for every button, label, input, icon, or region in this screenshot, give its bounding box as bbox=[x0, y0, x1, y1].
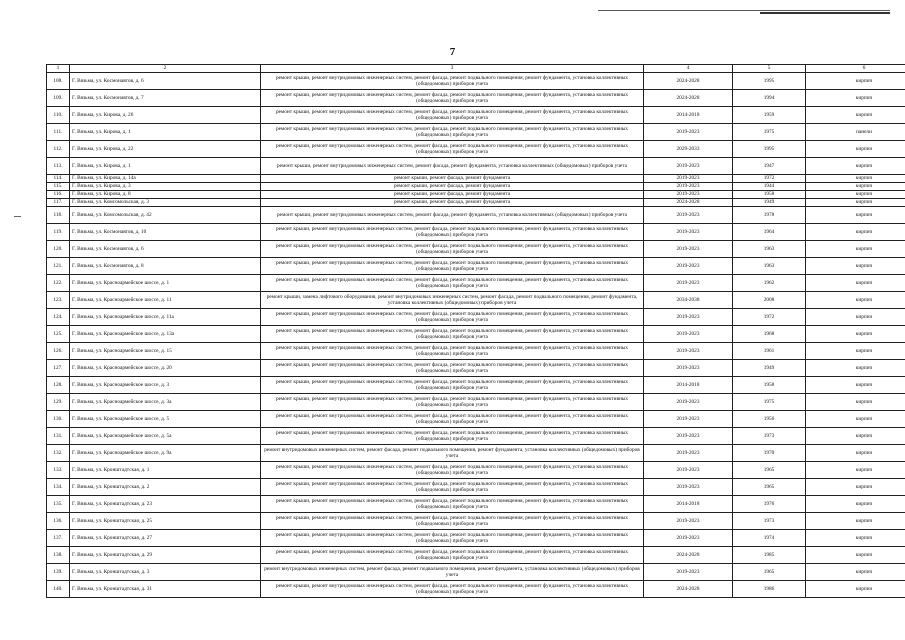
repair-period: 2024-2028 bbox=[644, 581, 733, 598]
repair-works: ремонт крыши, ремонт внутридомовых инженерных систем, ремонт фасада, ремонт фундамента, установка коллективных (общедомовых) приборов учета bbox=[261, 158, 644, 175]
repair-works: ремонт крыши, ремонт внутридомовых инженерных систем, ремонт фасада, ремонт подвального помещения, ремонт фундамента, установка коллективных (общедомовых) приборов учета bbox=[261, 377, 644, 394]
house-address: Г. Вязьма, ул. Красноармейское шоссе, д. 3а bbox=[70, 394, 261, 411]
construction-year: 1976 bbox=[733, 496, 806, 513]
construction-year: 1963 bbox=[733, 241, 806, 258]
table-row bbox=[47, 107, 905, 124]
wall-material: кирпич bbox=[806, 360, 905, 377]
repair-works: ремонт крыши, ремонт внутридомовых инженерных систем, ремонт фасада, ремонт подвального помещения, ремонт фундамента, установка коллективных (общедомовых) приборов учета bbox=[261, 141, 644, 158]
header-rule-thick bbox=[760, 12, 890, 14]
row-number: 135. bbox=[47, 496, 70, 513]
table-row bbox=[47, 309, 905, 326]
construction-year: 1985 bbox=[733, 547, 806, 564]
row-number: 108. bbox=[47, 73, 70, 90]
repair-works: ремонт крыши, ремонт внутридомовых инженерных систем, ремонт фасада, ремонт подвального помещения, ремонт фундамента, установка коллективных (общедомовых) приборов учета bbox=[261, 394, 644, 411]
wall-material: кирпич bbox=[806, 224, 905, 241]
repair-works: ремонт крыши, ремонт внутридомовых инженерных систем, ремонт фасада, ремонт подвального помещения, ремонт фундамента, установка коллективных (общедомовых) приборов учета bbox=[261, 241, 644, 258]
table-row bbox=[47, 241, 905, 258]
row-number: 127. bbox=[47, 360, 70, 377]
row-number: 112. bbox=[47, 141, 70, 158]
repair-period: 2019-2023 bbox=[644, 241, 733, 258]
construction-year: 1978 bbox=[733, 207, 806, 224]
repair-period: 2019-2023 bbox=[644, 309, 733, 326]
wall-material: панели bbox=[806, 124, 905, 141]
repair-period: 2019-2023 bbox=[644, 158, 733, 175]
wall-material: кирпич bbox=[806, 445, 905, 462]
table-row bbox=[47, 90, 905, 107]
wall-material: кирпич bbox=[806, 73, 905, 90]
column-number: 5 bbox=[733, 65, 806, 73]
table-row bbox=[47, 411, 905, 428]
header-rule bbox=[598, 10, 890, 11]
repair-period: 2019-2023 bbox=[644, 428, 733, 445]
row-number: 113. bbox=[47, 158, 70, 175]
repair-works: ремонт крыши, ремонт внутридомовых инженерных систем, ремонт фасада, ремонт фундамента, установка коллективных (общедомовых) приборов учета bbox=[261, 207, 644, 224]
house-address: Г. Вязьма, ул. Кирова, д. 22 bbox=[70, 141, 261, 158]
house-address: Г. Вязьма, ул. Космонавтов, д. 10 bbox=[70, 224, 261, 241]
construction-year: 1947 bbox=[733, 158, 806, 175]
repair-period: 2019-2023 bbox=[644, 175, 733, 183]
wall-material: кирпич bbox=[806, 564, 905, 581]
table-row bbox=[47, 428, 905, 445]
table-row bbox=[47, 377, 905, 394]
repair-period: 2024-2028 bbox=[644, 199, 733, 207]
repair-period: 2019-2023 bbox=[644, 183, 733, 191]
table-row bbox=[47, 394, 905, 411]
repair-works: ремонт крыши, ремонт внутридомовых инженерных систем, ремонт фасада, ремонт подвального помещения, ремонт фундамента, установка коллективных (общедомовых) приборов учета bbox=[261, 479, 644, 496]
repair-works: ремонт крыши, ремонт внутридомовых инженерных систем, ремонт фасада, ремонт подвального помещения, ремонт фундамента, установка коллективных (общедомовых) приборов учета bbox=[261, 547, 644, 564]
construction-year: 1970 bbox=[733, 445, 806, 462]
repair-works: ремонт крыши, ремонт фасада, ремонт фундамента bbox=[261, 199, 644, 207]
repair-works: ремонт крыши, ремонт фасада, ремонт фундамента bbox=[261, 175, 644, 183]
repair-period: 2034-2038 bbox=[644, 292, 733, 309]
repair-period: 2019-2023 bbox=[644, 394, 733, 411]
wall-material: кирпич bbox=[806, 275, 905, 292]
house-address: Г. Вязьма, ул. Кирова, д. 3 bbox=[70, 183, 261, 191]
construction-year: 1944 bbox=[733, 183, 806, 191]
construction-year: 1973 bbox=[733, 428, 806, 445]
construction-year: 2008 bbox=[733, 292, 806, 309]
house-address: Г. Вязьма, ул. Космонавтов, д. 7 bbox=[70, 90, 261, 107]
repair-works: ремонт крыши, ремонт внутридомовых инженерных систем, ремонт фасада, ремонт подвального помещения, ремонт фундамента, установка коллективных (общедомовых) приборов учета bbox=[261, 462, 644, 479]
construction-year: 1949 bbox=[733, 360, 806, 377]
wall-material: кирпич bbox=[806, 207, 905, 224]
table-row bbox=[47, 462, 905, 479]
row-number: 138. bbox=[47, 547, 70, 564]
repair-period: 2019-2023 bbox=[644, 124, 733, 141]
construction-year: 1959 bbox=[733, 107, 806, 124]
table-row bbox=[47, 224, 905, 241]
row-number: 114. bbox=[47, 175, 70, 183]
house-address: Г. Вязьма, ул. Космонавтов, д. 6 bbox=[70, 241, 261, 258]
table-row bbox=[47, 124, 905, 141]
repair-period: 2019-2023 bbox=[644, 275, 733, 292]
row-number: 140. bbox=[47, 581, 70, 598]
wall-material: кирпич bbox=[806, 394, 905, 411]
wall-material: кирпич bbox=[806, 309, 905, 326]
row-number: 119. bbox=[47, 224, 70, 241]
row-number: 125. bbox=[47, 326, 70, 343]
repair-period: 2029-2033 bbox=[644, 141, 733, 158]
repair-works: ремонт крыши, ремонт внутридомовых инженерных систем, ремонт фасада, ремонт подвального помещения, ремонт фундамента, установка коллективных (общедомовых) приборов учета bbox=[261, 326, 644, 343]
construction-year: 1961 bbox=[733, 343, 806, 360]
construction-year: 1949 bbox=[733, 199, 806, 207]
repair-period: 2019-2023 bbox=[644, 445, 733, 462]
table-row bbox=[47, 175, 905, 183]
row-number: 120. bbox=[47, 241, 70, 258]
row-number: 126. bbox=[47, 343, 70, 360]
repair-period: 2024-2028 bbox=[644, 73, 733, 90]
wall-material: кирпич bbox=[806, 530, 905, 547]
row-number: 117. bbox=[47, 199, 70, 207]
house-address: Г. Вязьма, ул. Кронштадтская, д. 23 bbox=[70, 496, 261, 513]
wall-material: кирпич bbox=[806, 292, 905, 309]
wall-material: кирпич bbox=[806, 581, 905, 598]
table-row bbox=[47, 564, 905, 581]
wall-material: кирпич bbox=[806, 199, 905, 207]
column-number: 3 bbox=[261, 65, 644, 73]
repair-period: 2019-2023 bbox=[644, 224, 733, 241]
row-number: 123. bbox=[47, 292, 70, 309]
house-address: Г. Вязьма, ул. Кронштадтская, д. 29 bbox=[70, 547, 261, 564]
wall-material: кирпич bbox=[806, 377, 905, 394]
construction-year: 1958 bbox=[733, 377, 806, 394]
house-address: Г. Вязьма, ул. Кирова, д. 8 bbox=[70, 191, 261, 199]
repair-period: 2019-2023 bbox=[644, 343, 733, 360]
row-number: 110. bbox=[47, 107, 70, 124]
column-number: 2 bbox=[70, 65, 261, 73]
house-address: Г. Вязьма, ул. Кронштадтская, д. 2 bbox=[70, 479, 261, 496]
column-number: 1 bbox=[47, 65, 70, 73]
wall-material: кирпич bbox=[806, 411, 905, 428]
construction-year: 1975 bbox=[733, 124, 806, 141]
repair-works: ремонт крыши, ремонт внутридомовых инженерных систем, ремонт фасада, ремонт подвального помещения, ремонт фундамента, установка коллективных (общедомовых) приборов учета bbox=[261, 275, 644, 292]
repair-works: ремонт крыши, ремонт внутридомовых инженерных систем, ремонт фасада, ремонт подвального помещения, ремонт фундамента, установка коллективных (общедомовых) приборов учета bbox=[261, 343, 644, 360]
house-address: Г. Вязьма, ул. Кирова, д. 26 bbox=[70, 107, 261, 124]
construction-year: 1968 bbox=[733, 326, 806, 343]
wall-material: кирпич bbox=[806, 158, 905, 175]
wall-material: кирпич bbox=[806, 547, 905, 564]
house-address: Г. Вязьма, ул. Красноармейское шоссе, д. 15 bbox=[70, 343, 261, 360]
construction-year: 1965 bbox=[733, 462, 806, 479]
construction-year: 1994 bbox=[733, 90, 806, 107]
construction-year: 1972 bbox=[733, 309, 806, 326]
table-row bbox=[47, 183, 905, 191]
wall-material: кирпич bbox=[806, 326, 905, 343]
repair-period: 2019-2023 bbox=[644, 191, 733, 199]
repair-period: 2019-2023 bbox=[644, 530, 733, 547]
repair-works: ремонт крыши, ремонт внутридомовых инженерных систем, ремонт фасада, ремонт подвального помещения, ремонт фундамента, установка коллективных (общедомовых) приборов учета bbox=[261, 411, 644, 428]
table-row bbox=[47, 581, 905, 598]
construction-year: 1974 bbox=[733, 530, 806, 547]
row-number: 128. bbox=[47, 377, 70, 394]
repair-works: ремонт крыши, ремонт внутридомовых инженерных систем, ремонт фасада, ремонт подвального помещения, ремонт фундамента, установка коллективных (общедомовых) приборов учета bbox=[261, 360, 644, 377]
house-address: Г. Вязьма, ул. Космонавтов, д. 8 bbox=[70, 258, 261, 275]
repair-works: ремонт крыши, замена лифтового оборудования, ремонт внутридомовых инженерных систем, ремонт фасада, ремонт подвального помещения, ремонт фундамента, установка коллективных (общедомовых) приборов учета bbox=[261, 292, 644, 309]
repair-period: 2019-2023 bbox=[644, 479, 733, 496]
construction-year: 1962 bbox=[733, 275, 806, 292]
repair-works: ремонт крыши, ремонт внутридомовых инженерных систем, ремонт фасада, ремонт подвального помещения, ремонт фундамента, установка коллективных (общедомовых) приборов учета bbox=[261, 124, 644, 141]
repair-period: 2014-2018 bbox=[644, 377, 733, 394]
table-row bbox=[47, 360, 905, 377]
house-address: Г. Вязьма, ул. Космонавтов, д. 6 bbox=[70, 73, 261, 90]
row-number: 131. bbox=[47, 428, 70, 445]
house-address: Г. Вязьма, ул. Красноармейское шоссе, д. 1 bbox=[70, 275, 261, 292]
wall-material: кирпич bbox=[806, 428, 905, 445]
house-address: Г. Вязьма, ул. Комсомольская, д. 42 bbox=[70, 207, 261, 224]
row-number: 130. bbox=[47, 411, 70, 428]
table-row bbox=[47, 530, 905, 547]
construction-year: 1956 bbox=[733, 411, 806, 428]
house-address: Г. Вязьма, ул. Красноармейское шоссе, д. 3 bbox=[70, 377, 261, 394]
row-number: 109. bbox=[47, 90, 70, 107]
repair-period: 2019-2023 bbox=[644, 564, 733, 581]
table-row bbox=[47, 73, 905, 90]
construction-year: 1958 bbox=[733, 191, 806, 199]
table-row bbox=[47, 479, 905, 496]
repair-period: 2014-2018 bbox=[644, 107, 733, 124]
repair-works: ремонт крыши, ремонт фасада, ремонт фундамента bbox=[261, 183, 644, 191]
column-number: 4 bbox=[644, 65, 733, 73]
table-row bbox=[47, 258, 905, 275]
page-number: 7 bbox=[449, 46, 456, 58]
row-number: 124. bbox=[47, 309, 70, 326]
wall-material: кирпич bbox=[806, 462, 905, 479]
repair-works: ремонт крыши, ремонт внутридомовых инженерных систем, ремонт фасада, ремонт подвального помещения, ремонт фундамента, установка коллективных (общедомовых) приборов учета bbox=[261, 309, 644, 326]
row-number: 137. bbox=[47, 530, 70, 547]
row-number: 121. bbox=[47, 258, 70, 275]
repair-works: ремонт внутридомовых инженерных систем, ремонт фасада, ремонт подвального помещения, ремонт фундамента, установка коллективных (общедомовых) приборов учета bbox=[261, 564, 644, 581]
wall-material: кирпич bbox=[806, 241, 905, 258]
wall-material: кирпич bbox=[806, 107, 905, 124]
house-address: Г. Вязьма, ул. Кирова, д. 14а bbox=[70, 175, 261, 183]
house-address: Г. Вязьма, ул. Красноармейское шоссе, д. 9а bbox=[70, 445, 261, 462]
house-address: Г. Вязьма, ул. Красноармейское шоссе, д. 11а bbox=[70, 309, 261, 326]
repair-works: ремонт крыши, ремонт внутридомовых инженерных систем, ремонт фасада, ремонт подвального помещения, ремонт фундамента, установка коллективных (общедомовых) приборов учета bbox=[261, 107, 644, 124]
row-number: 118. bbox=[47, 207, 70, 224]
row-number: 116. bbox=[47, 191, 70, 199]
repair-works: ремонт крыши, ремонт внутридомовых инженерных систем, ремонт фасада, ремонт подвального помещения, ремонт фундамента, установка коллективных (общедомовых) приборов учета bbox=[261, 581, 644, 598]
row-number: 133. bbox=[47, 462, 70, 479]
table-row bbox=[47, 326, 905, 343]
wall-material: кирпич bbox=[806, 479, 905, 496]
repair-period: 2014-2018 bbox=[644, 496, 733, 513]
construction-year: 1965 bbox=[733, 564, 806, 581]
construction-year: 1986 bbox=[733, 581, 806, 598]
repair-works: ремонт крыши, ремонт внутридомовых инженерных систем, ремонт фасада, ремонт подвального помещения, ремонт фундамента, установка коллективных (общедомовых) приборов учета bbox=[261, 513, 644, 530]
table-row bbox=[47, 191, 905, 199]
house-address: Г. Вязьма, ул. Красноармейское шоссе, д. 20 bbox=[70, 360, 261, 377]
construction-year: 1965 bbox=[733, 479, 806, 496]
construction-year: 1995 bbox=[733, 73, 806, 90]
repair-period: 2019-2023 bbox=[644, 258, 733, 275]
repair-works: ремонт крыши, ремонт внутридомовых инженерных систем, ремонт фасада, ремонт подвального помещения, ремонт фундамента, установка коллективных (общедомовых) приборов учета bbox=[261, 224, 644, 241]
row-number: 129. bbox=[47, 394, 70, 411]
house-address: Г. Вязьма, ул. Кронштадтская, д. 27 bbox=[70, 530, 261, 547]
column-number: 6 bbox=[806, 65, 905, 73]
house-address: Г. Вязьма, ул. Красноармейское шоссе, д. 11 bbox=[70, 292, 261, 309]
house-address: Г. Вязьма, ул. Кирова, д. 1 bbox=[70, 124, 261, 141]
table-row bbox=[47, 158, 905, 175]
construction-year: 1964 bbox=[733, 224, 806, 241]
row-number: 134. bbox=[47, 479, 70, 496]
construction-year: 1973 bbox=[733, 513, 806, 530]
table-row bbox=[47, 141, 905, 158]
table-row bbox=[47, 547, 905, 564]
row-number: 139. bbox=[47, 564, 70, 581]
construction-year: 1963 bbox=[733, 258, 806, 275]
table-row bbox=[47, 275, 905, 292]
repair-period: 2019-2023 bbox=[644, 326, 733, 343]
repair-works: ремонт крыши, ремонт внутридомовых инженерных систем, ремонт фасада, ремонт подвального помещения, ремонт фундамента, установка коллективных (общедомовых) приборов учета bbox=[261, 496, 644, 513]
table-row bbox=[47, 199, 905, 207]
row-number: 111. bbox=[47, 124, 70, 141]
repair-period: 2019-2023 bbox=[644, 207, 733, 224]
wall-material: кирпич bbox=[806, 141, 905, 158]
table-row bbox=[47, 207, 905, 224]
repair-period: 2019-2023 bbox=[644, 462, 733, 479]
construction-year: 1972 bbox=[733, 175, 806, 183]
row-number: 115. bbox=[47, 183, 70, 191]
repair-period: 2024-2028 bbox=[644, 90, 733, 107]
repair-period: 2019-2023 bbox=[644, 513, 733, 530]
house-address: Г. Вязьма, ул. Красноармейское шоссе, д. 13а bbox=[70, 326, 261, 343]
repair-works: ремонт крыши, ремонт внутридомовых инженерных систем, ремонт фасада, ремонт подвального помещения, ремонт фундамента, установка коллективных (общедомовых) приборов учета bbox=[261, 258, 644, 275]
repair-works: ремонт внутридомовых инженерных систем, ремонт фасада, ремонт подвального помещения, ремонт фундамента, установка коллективных (общедомовых) приборов учета bbox=[261, 445, 644, 462]
house-address: Г. Вязьма, ул. Кронштадтская, д. 25 bbox=[70, 513, 261, 530]
repair-works: ремонт крыши, ремонт внутридомовых инженерных систем, ремонт фасада, ремонт подвального помещения, ремонт фундамента, установка коллективных (общедомовых) приборов учета bbox=[261, 90, 644, 107]
repair-works: ремонт крыши, ремонт внутридомовых инженерных систем, ремонт фасада, ремонт подвального помещения, ремонт фундамента, установка коллективных (общедомовых) приборов учета bbox=[261, 428, 644, 445]
wall-material: кирпич bbox=[806, 191, 905, 199]
repair-works: ремонт крыши, ремонт фасада, ремонт фундамента bbox=[261, 191, 644, 199]
wall-material: кирпич bbox=[806, 90, 905, 107]
house-address: Г. Вязьма, ул. Красноармейское шоссе, д. 5 bbox=[70, 411, 261, 428]
house-address: Г. Вязьма, ул. Красноармейское шоссе, д. 5а bbox=[70, 428, 261, 445]
table-row bbox=[47, 343, 905, 360]
repair-period: 2019-2023 bbox=[644, 411, 733, 428]
wall-material: кирпич bbox=[806, 496, 905, 513]
table-row bbox=[47, 445, 905, 462]
wall-material: кирпич bbox=[806, 183, 905, 191]
margin-mark bbox=[14, 216, 21, 217]
wall-material: кирпич bbox=[806, 513, 905, 530]
construction-year: 1975 bbox=[733, 394, 806, 411]
wall-material: кирпич bbox=[806, 175, 905, 183]
repair-period: 2024-2028 bbox=[644, 547, 733, 564]
row-number: 122. bbox=[47, 275, 70, 292]
house-address: Г. Вязьма, ул. Кирова, д. 1 bbox=[70, 158, 261, 175]
repair-works: ремонт крыши, ремонт внутридомовых инженерных систем, ремонт фасада, ремонт подвального помещения, ремонт фундамента, установка коллективных (общедомовых) приборов учета bbox=[261, 73, 644, 90]
row-number: 132. bbox=[47, 445, 70, 462]
wall-material: кирпич bbox=[806, 343, 905, 360]
table-row bbox=[47, 496, 905, 513]
repair-period: 2019-2023 bbox=[644, 360, 733, 377]
housing-repair-table bbox=[46, 64, 905, 598]
column-number-row bbox=[47, 65, 905, 73]
repair-works: ремонт крыши, ремонт внутридомовых инженерных систем, ремонт фасада, ремонт подвального помещения, ремонт фундамента, установка коллективных (общедомовых) приборов учета bbox=[261, 530, 644, 547]
house-address: Г. Вязьма, ул. Кронштадтская, д. 1 bbox=[70, 462, 261, 479]
construction-year: 1995 bbox=[733, 141, 806, 158]
row-number: 136. bbox=[47, 513, 70, 530]
table-row bbox=[47, 513, 905, 530]
house-address: Г. Вязьма, ул. Кронштадтская, д. 3 bbox=[70, 564, 261, 581]
house-address: Г. Вязьма, ул. Кронштадтская, д. 31 bbox=[70, 581, 261, 598]
table-row bbox=[47, 292, 905, 309]
house-address: Г. Вязьма, ул. Комсомольская, д. 3 bbox=[70, 199, 261, 207]
wall-material: кирпич bbox=[806, 258, 905, 275]
